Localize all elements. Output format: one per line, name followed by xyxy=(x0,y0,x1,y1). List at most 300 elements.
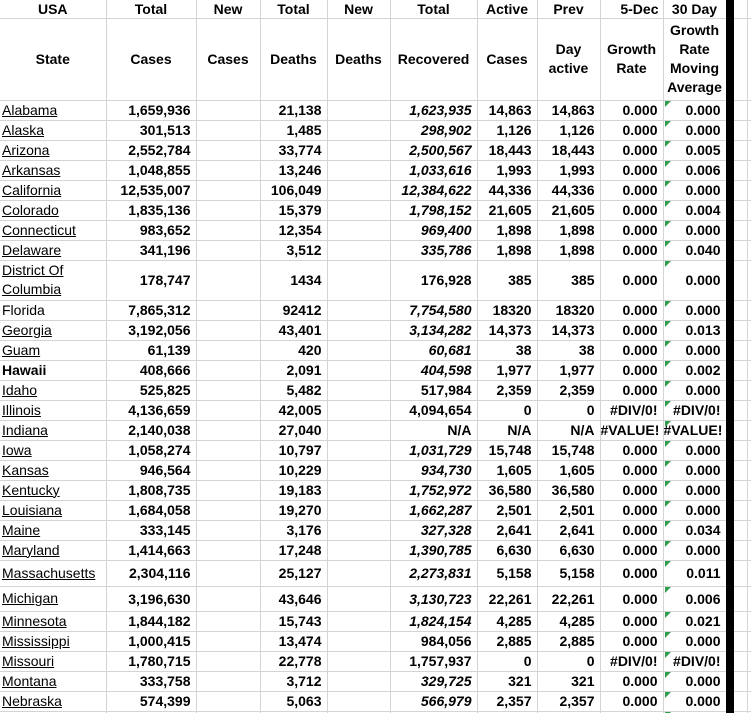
cell-recovered[interactable]: 1,752,972 xyxy=(390,480,477,500)
cell-new-cases[interactable] xyxy=(196,420,260,440)
header-recovered[interactable]: Recovered xyxy=(390,18,477,100)
header-growth-rate[interactable]: Growth Rate xyxy=(600,18,663,100)
cell-total-deaths[interactable]: 15,379 xyxy=(260,200,327,220)
cell-growth-ma[interactable]: 0.040 xyxy=(663,240,726,260)
cell-total-deaths[interactable]: 13,474 xyxy=(260,631,327,651)
cell-total-cases[interactable]: 983,652 xyxy=(106,220,196,240)
cell-total-deaths[interactable]: 3,512 xyxy=(260,240,327,260)
cell-total-cases[interactable]: 12,535,007 xyxy=(106,180,196,200)
cell-growth-rate[interactable]: 0.000 xyxy=(600,180,663,200)
cell-prev-day-active[interactable]: 1,898 xyxy=(537,220,600,240)
cell-recovered[interactable]: 3,130,723 xyxy=(390,586,477,611)
cell-prev-day-active[interactable]: 4,285 xyxy=(537,611,600,631)
cell-state[interactable]: Nebraska xyxy=(0,691,106,711)
cell-active-cases[interactable]: 1,993 xyxy=(477,160,537,180)
cell-prev-day-active[interactable]: 14,863 xyxy=(537,100,600,120)
cell-growth-rate[interactable]: 0.000 xyxy=(600,100,663,120)
cell-new-cases[interactable] xyxy=(196,360,260,380)
cell-state[interactable]: Guam xyxy=(0,340,106,360)
cell-new-cases[interactable] xyxy=(196,671,260,691)
cell-growth-rate[interactable]: 0.000 xyxy=(600,140,663,160)
cell-new-cases[interactable] xyxy=(196,400,260,420)
cell-state[interactable]: Massachusetts xyxy=(0,560,106,586)
cell-growth-rate[interactable]: #VALUE! xyxy=(600,420,663,440)
cell-new-deaths[interactable] xyxy=(327,440,390,460)
cell-active-cases[interactable]: 36,580 xyxy=(477,480,537,500)
cell-growth-ma[interactable]: 0.004 xyxy=(663,200,726,220)
cell-prev-day-active[interactable]: 2,501 xyxy=(537,500,600,520)
cell-new-cases[interactable] xyxy=(196,651,260,671)
cell-total-cases[interactable]: 4,136,659 xyxy=(106,400,196,420)
cell-new-cases[interactable] xyxy=(196,160,260,180)
cell-new-deaths[interactable] xyxy=(327,100,390,120)
cell-recovered[interactable]: 1,623,935 xyxy=(390,100,477,120)
cell-active-cases[interactable]: 14,373 xyxy=(477,320,537,340)
cell-new-deaths[interactable] xyxy=(327,360,390,380)
cell-prev-day-active[interactable]: 15,748 xyxy=(537,440,600,460)
cell-empty[interactable] xyxy=(747,220,751,240)
cell-recovered[interactable]: 335,786 xyxy=(390,240,477,260)
header-state[interactable]: State xyxy=(0,18,106,100)
cell-active-cases[interactable]: 2,641 xyxy=(477,520,537,540)
cell-new-deaths[interactable] xyxy=(327,160,390,180)
cell-new-cases[interactable] xyxy=(196,220,260,240)
cell-state[interactable]: Hawaii xyxy=(0,360,106,380)
cell-growth-ma[interactable]: 0.000 xyxy=(663,300,726,320)
cell-growth-ma[interactable]: 0.000 xyxy=(663,260,726,300)
cell-growth-rate[interactable]: 0.000 xyxy=(600,300,663,320)
cell-prev-day-active[interactable]: 6,630 xyxy=(537,540,600,560)
cell-state[interactable]: Louisiana xyxy=(0,500,106,520)
cell-empty[interactable] xyxy=(747,360,751,380)
cell-new-cases[interactable] xyxy=(196,120,260,140)
cell-state[interactable]: Connecticut xyxy=(0,220,106,240)
cell-new-cases[interactable] xyxy=(196,100,260,120)
cell-total-deaths[interactable]: 43,646 xyxy=(260,586,327,611)
cell-empty[interactable] xyxy=(747,140,751,160)
cell-active-cases[interactable]: N/A xyxy=(477,420,537,440)
cell-total-cases[interactable]: 1,684,058 xyxy=(106,500,196,520)
cell-prev-day-active[interactable]: 1,605 xyxy=(537,460,600,480)
cell-prev-day-active[interactable]: 22,261 xyxy=(537,586,600,611)
cell-new-deaths[interactable] xyxy=(327,671,390,691)
cell-state[interactable]: Florida xyxy=(0,300,106,320)
cell-growth-ma[interactable]: 0.034 xyxy=(663,520,726,540)
cell-state[interactable]: Iowa xyxy=(0,440,106,460)
cell-state[interactable]: Montana xyxy=(0,671,106,691)
cell-active-cases[interactable]: 0 xyxy=(477,400,537,420)
cell-new-cases[interactable] xyxy=(196,631,260,651)
cell-total-cases[interactable]: 1,414,663 xyxy=(106,540,196,560)
cell-empty[interactable] xyxy=(747,180,751,200)
cell-active-cases[interactable]: 4,285 xyxy=(477,611,537,631)
cell-empty[interactable] xyxy=(747,420,751,440)
header-date[interactable]: 5-Dec xyxy=(600,0,663,18)
cell-total-deaths[interactable]: 25,127 xyxy=(260,560,327,586)
cell-growth-ma[interactable]: 0.000 xyxy=(663,460,726,480)
cell-empty[interactable] xyxy=(747,320,751,340)
cell-new-cases[interactable] xyxy=(196,586,260,611)
cell-empty[interactable] xyxy=(747,631,751,651)
cell-recovered[interactable]: 1,662,287 xyxy=(390,500,477,520)
cell-active-cases[interactable]: 2,357 xyxy=(477,691,537,711)
cell-total-deaths[interactable]: 15,743 xyxy=(260,611,327,631)
cell-total-deaths[interactable]: 420 xyxy=(260,340,327,360)
cell-new-deaths[interactable] xyxy=(327,500,390,520)
cell-active-cases[interactable]: 44,336 xyxy=(477,180,537,200)
cell-active-cases[interactable]: 2,501 xyxy=(477,500,537,520)
cell-new-cases[interactable] xyxy=(196,380,260,400)
cell-new-cases[interactable] xyxy=(196,480,260,500)
cell-recovered[interactable]: 12,384,622 xyxy=(390,180,477,200)
cell-new-deaths[interactable] xyxy=(327,651,390,671)
header-deaths[interactable]: Deaths xyxy=(260,18,327,100)
header-cases[interactable]: Cases xyxy=(106,18,196,100)
cell-new-cases[interactable] xyxy=(196,611,260,631)
cell-total-deaths[interactable]: 17,248 xyxy=(260,540,327,560)
cell-growth-ma[interactable]: 0.000 xyxy=(663,180,726,200)
cell-growth-rate[interactable]: 0.000 xyxy=(600,260,663,300)
header-30day-1[interactable]: 30 Day xyxy=(663,0,726,18)
header-active-cases[interactable]: Cases xyxy=(477,18,537,100)
cell-active-cases[interactable]: 38 xyxy=(477,340,537,360)
cell-growth-ma[interactable]: 0.000 xyxy=(663,380,726,400)
cell-empty[interactable] xyxy=(747,340,751,360)
cell-new-deaths[interactable] xyxy=(327,560,390,586)
cell-total-deaths[interactable]: 3,712 xyxy=(260,671,327,691)
cell-growth-rate[interactable]: 0.000 xyxy=(600,200,663,220)
cell-state[interactable]: Alabama xyxy=(0,100,106,120)
cell-new-cases[interactable] xyxy=(196,240,260,260)
cell-total-cases[interactable]: 946,564 xyxy=(106,460,196,480)
cell-growth-ma[interactable]: 0.000 xyxy=(663,631,726,651)
cell-prev-day-active[interactable]: 1,977 xyxy=(537,360,600,380)
cell-growth-rate[interactable]: 0.000 xyxy=(600,320,663,340)
cell-recovered[interactable]: 1,033,616 xyxy=(390,160,477,180)
cell-growth-ma[interactable]: 0.000 xyxy=(663,220,726,240)
cell-total-deaths[interactable]: 1,485 xyxy=(260,120,327,140)
cell-recovered[interactable]: 329,725 xyxy=(390,671,477,691)
cell-total-deaths[interactable]: 19,183 xyxy=(260,480,327,500)
cell-prev-day-active[interactable]: 38 xyxy=(537,340,600,360)
cell-empty[interactable] xyxy=(747,18,751,100)
cell-new-cases[interactable] xyxy=(196,300,260,320)
cell-growth-rate[interactable]: 0.000 xyxy=(600,440,663,460)
cell-total-cases[interactable]: 1,780,715 xyxy=(106,651,196,671)
cell-empty[interactable] xyxy=(747,560,751,586)
cell-prev-day-active[interactable]: 2,357 xyxy=(537,691,600,711)
header-usa[interactable]: USA xyxy=(0,0,106,18)
cell-total-cases[interactable]: 333,758 xyxy=(106,671,196,691)
cell-recovered[interactable]: 404,598 xyxy=(390,360,477,380)
cell-total-cases[interactable]: 301,513 xyxy=(106,120,196,140)
cell-total-cases[interactable]: 3,192,056 xyxy=(106,320,196,340)
cell-prev-day-active[interactable]: 1,126 xyxy=(537,120,600,140)
cell-growth-rate[interactable]: 0.000 xyxy=(600,120,663,140)
cell-state[interactable]: Arkansas xyxy=(0,160,106,180)
cell-growth-ma[interactable]: 0.000 xyxy=(663,440,726,460)
cell-active-cases[interactable]: 22,261 xyxy=(477,586,537,611)
cell-total-deaths[interactable]: 2,091 xyxy=(260,360,327,380)
cell-total-deaths[interactable]: 21,138 xyxy=(260,100,327,120)
header-prev-1[interactable]: Prev xyxy=(537,0,600,18)
cell-empty[interactable] xyxy=(747,611,751,631)
cell-growth-ma[interactable]: 0.011 xyxy=(663,560,726,586)
cell-state[interactable]: California xyxy=(0,180,106,200)
cell-empty[interactable] xyxy=(747,240,751,260)
cell-prev-day-active[interactable]: 5,158 xyxy=(537,560,600,586)
cell-growth-rate[interactable]: 0.000 xyxy=(600,340,663,360)
cell-new-deaths[interactable] xyxy=(327,220,390,240)
cell-active-cases[interactable]: 6,630 xyxy=(477,540,537,560)
cell-empty[interactable] xyxy=(747,160,751,180)
cell-growth-ma[interactable]: 0.000 xyxy=(663,340,726,360)
cell-new-cases[interactable] xyxy=(196,340,260,360)
cell-state[interactable]: Alaska xyxy=(0,120,106,140)
cell-prev-day-active[interactable]: 44,336 xyxy=(537,180,600,200)
header-total-deaths-1[interactable]: Total xyxy=(260,0,327,18)
header-new-cases-1[interactable]: New xyxy=(196,0,260,18)
cell-growth-ma[interactable]: 0.000 xyxy=(663,691,726,711)
cell-total-deaths[interactable]: 19,270 xyxy=(260,500,327,520)
cell-growth-ma[interactable]: 0.000 xyxy=(663,540,726,560)
cell-active-cases[interactable]: 1,605 xyxy=(477,460,537,480)
cell-total-deaths[interactable]: 33,774 xyxy=(260,140,327,160)
cell-growth-rate[interactable]: 0.000 xyxy=(600,240,663,260)
cell-empty[interactable] xyxy=(747,400,751,420)
cell-recovered[interactable]: 3,134,282 xyxy=(390,320,477,340)
cell-new-cases[interactable] xyxy=(196,560,260,586)
cell-active-cases[interactable]: 2,885 xyxy=(477,631,537,651)
cell-growth-rate[interactable]: #DIV/0! xyxy=(600,651,663,671)
cell-growth-ma[interactable]: 0.000 xyxy=(663,671,726,691)
cell-growth-ma[interactable]: 0.006 xyxy=(663,586,726,611)
cell-new-cases[interactable] xyxy=(196,260,260,300)
cell-new-deaths[interactable] xyxy=(327,420,390,440)
cell-empty[interactable] xyxy=(747,480,751,500)
cell-growth-ma[interactable]: 0.013 xyxy=(663,320,726,340)
cell-total-cases[interactable]: 333,145 xyxy=(106,520,196,540)
cell-recovered[interactable]: 1,757,937 xyxy=(390,651,477,671)
cell-prev-day-active[interactable]: 385 xyxy=(537,260,600,300)
cell-recovered[interactable]: 1,390,785 xyxy=(390,540,477,560)
cell-new-deaths[interactable] xyxy=(327,260,390,300)
cell-active-cases[interactable]: 1,898 xyxy=(477,220,537,240)
cell-new-cases[interactable] xyxy=(196,691,260,711)
cell-empty[interactable] xyxy=(747,260,751,300)
cell-state[interactable]: Missouri xyxy=(0,651,106,671)
cell-empty[interactable] xyxy=(747,120,751,140)
cell-state[interactable]: Indiana xyxy=(0,420,106,440)
cell-empty[interactable] xyxy=(747,691,751,711)
cell-prev-day-active[interactable]: 1,993 xyxy=(537,160,600,180)
cell-growth-rate[interactable]: 0.000 xyxy=(600,380,663,400)
cell-growth-ma[interactable]: #DIV/0! xyxy=(663,651,726,671)
cell-empty[interactable] xyxy=(747,300,751,320)
cell-total-cases[interactable]: 1,058,274 xyxy=(106,440,196,460)
cell-active-cases[interactable]: 14,863 xyxy=(477,100,537,120)
cell-growth-ma[interactable]: 0.002 xyxy=(663,360,726,380)
cell-prev-day-active[interactable]: 21,605 xyxy=(537,200,600,220)
cell-prev-day-active[interactable]: 0 xyxy=(537,400,600,420)
cell-new-deaths[interactable] xyxy=(327,240,390,260)
cell-new-cases[interactable] xyxy=(196,180,260,200)
cell-new-deaths[interactable] xyxy=(327,586,390,611)
cell-new-deaths[interactable] xyxy=(327,520,390,540)
cell-recovered[interactable]: 1,798,152 xyxy=(390,200,477,220)
cell-active-cases[interactable]: 1,898 xyxy=(477,240,537,260)
cell-state[interactable]: Idaho xyxy=(0,380,106,400)
cell-new-cases[interactable] xyxy=(196,200,260,220)
cell-growth-rate[interactable]: 0.000 xyxy=(600,520,663,540)
cell-growth-ma[interactable]: 0.000 xyxy=(663,480,726,500)
cell-growth-ma[interactable]: 0.021 xyxy=(663,611,726,631)
cell-growth-ma[interactable]: 0.006 xyxy=(663,160,726,180)
cell-growth-ma[interactable]: 0.000 xyxy=(663,100,726,120)
cell-active-cases[interactable]: 18,443 xyxy=(477,140,537,160)
cell-growth-rate[interactable]: 0.000 xyxy=(600,460,663,480)
cell-total-cases[interactable]: 1,808,735 xyxy=(106,480,196,500)
cell-new-deaths[interactable] xyxy=(327,611,390,631)
cell-growth-ma[interactable]: 0.005 xyxy=(663,140,726,160)
cell-new-cases[interactable] xyxy=(196,500,260,520)
header-active-1[interactable]: Active xyxy=(477,0,537,18)
cell-total-cases[interactable]: 1,659,936 xyxy=(106,100,196,120)
cell-empty[interactable] xyxy=(747,440,751,460)
cell-active-cases[interactable]: 321 xyxy=(477,671,537,691)
cell-state[interactable]: Maine xyxy=(0,520,106,540)
cell-growth-rate[interactable]: 0.000 xyxy=(600,671,663,691)
cell-recovered[interactable]: 4,094,654 xyxy=(390,400,477,420)
cell-total-cases[interactable]: 61,139 xyxy=(106,340,196,360)
cell-prev-day-active[interactable]: 36,580 xyxy=(537,480,600,500)
cell-new-deaths[interactable] xyxy=(327,460,390,480)
cell-total-cases[interactable]: 341,196 xyxy=(106,240,196,260)
cell-empty[interactable] xyxy=(747,460,751,480)
cell-state[interactable]: Mississippi xyxy=(0,631,106,651)
cell-growth-ma[interactable]: 0.000 xyxy=(663,120,726,140)
cell-growth-rate[interactable]: 0.000 xyxy=(600,586,663,611)
cell-total-cases[interactable]: 574,399 xyxy=(106,691,196,711)
cell-recovered[interactable]: 176,928 xyxy=(390,260,477,300)
cell-new-deaths[interactable] xyxy=(327,691,390,711)
header-total-recovered-1[interactable]: Total xyxy=(390,0,477,18)
cell-empty[interactable] xyxy=(747,500,751,520)
cell-growth-rate[interactable]: 0.000 xyxy=(600,611,663,631)
cell-new-cases[interactable] xyxy=(196,320,260,340)
cell-total-deaths[interactable]: 1434 xyxy=(260,260,327,300)
cell-active-cases[interactable]: 2,359 xyxy=(477,380,537,400)
cell-total-deaths[interactable]: 22,778 xyxy=(260,651,327,671)
cell-total-cases[interactable]: 525,825 xyxy=(106,380,196,400)
cell-growth-rate[interactable]: #DIV/0! xyxy=(600,400,663,420)
cell-recovered[interactable]: 984,056 xyxy=(390,631,477,651)
cell-growth-rate[interactable]: 0.000 xyxy=(600,480,663,500)
cell-total-cases[interactable]: 2,140,038 xyxy=(106,420,196,440)
cell-growth-rate[interactable]: 0.000 xyxy=(600,160,663,180)
cell-state[interactable]: Delaware xyxy=(0,240,106,260)
cell-prev-day-active[interactable]: N/A xyxy=(537,420,600,440)
cell-total-cases[interactable]: 1,835,136 xyxy=(106,200,196,220)
cell-prev-day-active[interactable]: 18320 xyxy=(537,300,600,320)
cell-prev-day-active[interactable]: 2,885 xyxy=(537,631,600,651)
cell-total-deaths[interactable]: 3,176 xyxy=(260,520,327,540)
cell-total-cases[interactable]: 178,747 xyxy=(106,260,196,300)
cell-total-deaths[interactable]: 10,797 xyxy=(260,440,327,460)
cell-empty[interactable] xyxy=(747,671,751,691)
header-total-cases-1[interactable]: Total xyxy=(106,0,196,18)
cell-empty[interactable] xyxy=(747,100,751,120)
cell-new-deaths[interactable] xyxy=(327,631,390,651)
cell-new-deaths[interactable] xyxy=(327,300,390,320)
cell-new-cases[interactable] xyxy=(196,540,260,560)
cell-growth-ma[interactable]: #DIV/0! xyxy=(663,400,726,420)
cell-empty[interactable] xyxy=(747,380,751,400)
cell-total-deaths[interactable]: 92412 xyxy=(260,300,327,320)
cell-state[interactable]: Colorado xyxy=(0,200,106,220)
cell-new-deaths[interactable] xyxy=(327,140,390,160)
cell-new-cases[interactable] xyxy=(196,520,260,540)
cell-state[interactable]: Maryland xyxy=(0,540,106,560)
cell-recovered[interactable]: 1,031,729 xyxy=(390,440,477,460)
cell-new-deaths[interactable] xyxy=(327,400,390,420)
cell-growth-rate[interactable]: 0.000 xyxy=(600,631,663,651)
cell-recovered[interactable]: 60,681 xyxy=(390,340,477,360)
cell-total-cases[interactable]: 408,666 xyxy=(106,360,196,380)
cell-active-cases[interactable]: 18320 xyxy=(477,300,537,320)
cell-recovered[interactable]: 2,500,567 xyxy=(390,140,477,160)
cell-recovered[interactable]: 517,984 xyxy=(390,380,477,400)
cell-prev-day-active[interactable]: 18,443 xyxy=(537,140,600,160)
cell-recovered[interactable]: 327,328 xyxy=(390,520,477,540)
cell-new-deaths[interactable] xyxy=(327,340,390,360)
cell-total-cases[interactable]: 2,552,784 xyxy=(106,140,196,160)
cell-recovered[interactable]: 934,730 xyxy=(390,460,477,480)
cell-prev-day-active[interactable]: 2,359 xyxy=(537,380,600,400)
cell-active-cases[interactable]: 0 xyxy=(477,651,537,671)
cell-active-cases[interactable]: 1,126 xyxy=(477,120,537,140)
cell-new-deaths[interactable] xyxy=(327,180,390,200)
cell-total-deaths[interactable]: 106,049 xyxy=(260,180,327,200)
cell-total-cases[interactable]: 3,196,630 xyxy=(106,586,196,611)
cell-state[interactable]: Illinois xyxy=(0,400,106,420)
cell-total-deaths[interactable]: 42,005 xyxy=(260,400,327,420)
cell-growth-ma[interactable]: 0.000 xyxy=(663,500,726,520)
cell-empty[interactable] xyxy=(747,651,751,671)
cell-state[interactable]: Kansas xyxy=(0,460,106,480)
cell-total-deaths[interactable]: 10,229 xyxy=(260,460,327,480)
cell-growth-rate[interactable]: 0.000 xyxy=(600,360,663,380)
cell-new-cases[interactable] xyxy=(196,140,260,160)
cell-state[interactable]: Michigan xyxy=(0,586,106,611)
cell-empty[interactable] xyxy=(747,520,751,540)
cell-recovered[interactable]: 7,754,580 xyxy=(390,300,477,320)
cell-total-cases[interactable]: 1,844,182 xyxy=(106,611,196,631)
cell-prev-day-active[interactable]: 321 xyxy=(537,671,600,691)
cell-state[interactable]: District Of Columbia xyxy=(0,260,106,300)
cell-total-deaths[interactable]: 12,354 xyxy=(260,220,327,240)
cell-new-deaths[interactable] xyxy=(327,120,390,140)
cell-recovered[interactable]: 566,979 xyxy=(390,691,477,711)
cell-empty[interactable] xyxy=(747,586,751,611)
cell-recovered[interactable]: 2,273,831 xyxy=(390,560,477,586)
cell-recovered[interactable]: 298,902 xyxy=(390,120,477,140)
cell-growth-rate[interactable]: 0.000 xyxy=(600,560,663,586)
cell-new-deaths[interactable] xyxy=(327,540,390,560)
cell-total-deaths[interactable]: 43,401 xyxy=(260,320,327,340)
cell-new-cases[interactable] xyxy=(196,440,260,460)
header-growth-ma[interactable]: Growth Rate Moving Average xyxy=(663,18,726,100)
